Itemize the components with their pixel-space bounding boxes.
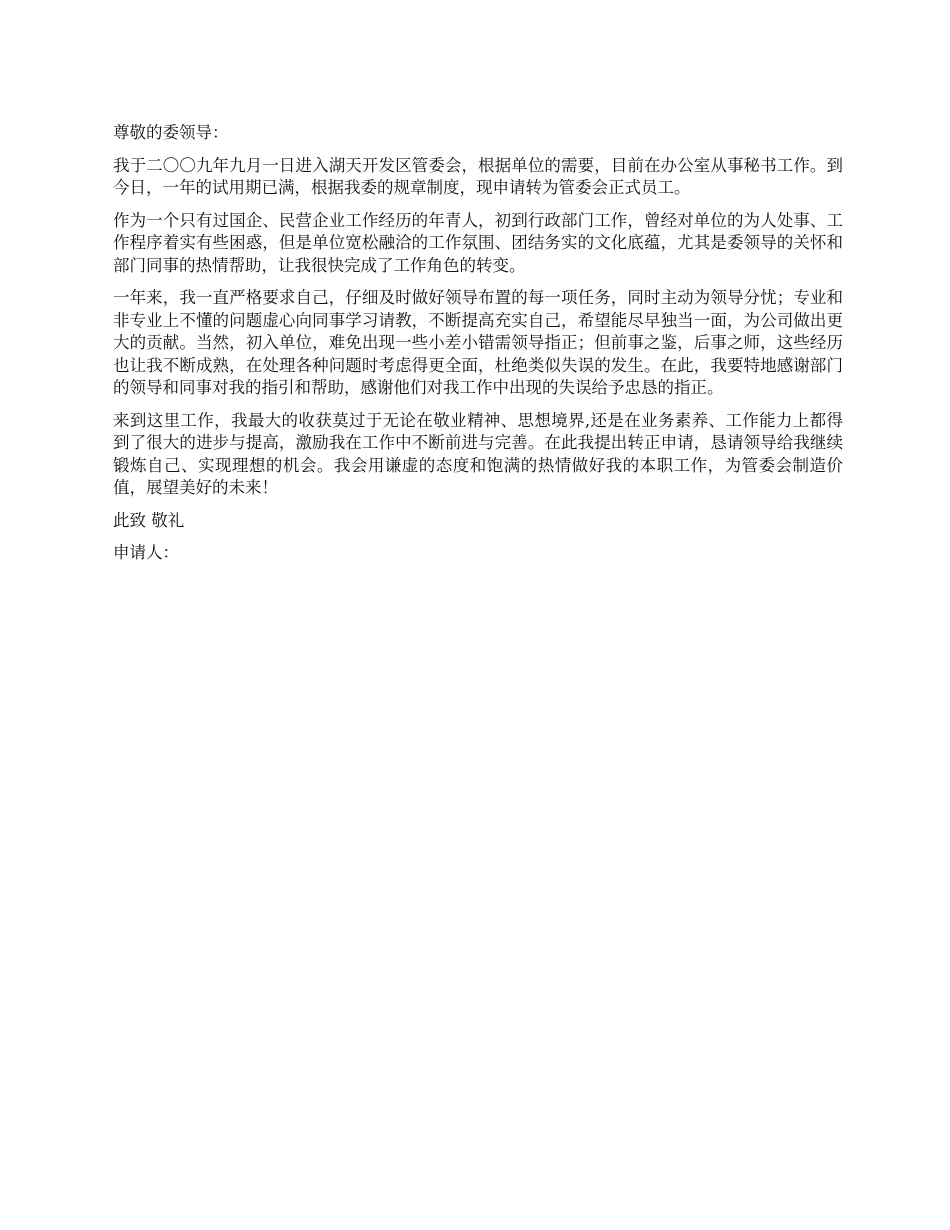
letter-paragraph-2: 作为一个只有过国企、民营企业工作经历的年青人，初到行政部门工作，曾经对单位的为人处事、工作程序着实有些困惑，但是单位宽松融洽的工作氛围、团结务实的文化底蕴，尤其是委领导的关怀和部门同事的热情帮助，让我很快完成了工作角色的转变。 (113, 210, 843, 275)
letter-paragraph-4: 来到这里工作，我最大的收获莫过于无论在敬业精神、思想境界,还是在业务素养、工作能力上都得到了很大的进步与提高，激励我在工作中不断前进与完善。在此我提出转正申请，恳请领导给我继续锻炼自己、实现理想的机会。我会用谦虚的态度和饱满的热情做好我的本职工作，为管委会制造价值，展望美好的未来！ (113, 410, 843, 497)
letter-closing: 此致 敬礼 (113, 510, 185, 530)
letter-paragraph-3: 一年来，我一直严格要求自己，仔细及时做好领导布置的每一项任务，同时主动为领导分忧；专业和非专业上不懂的问题虚心向同事学习请教，不断提高充实自己，希望能尽早独当一面，为公司做出更大的贡献。当然，初入单位，难免出现一些小差小错需领导指正；但前事之鉴，后事之师，这些经历也让我不断成熟，在处理各种问题时考虑得更全面，杜绝类似失误的发生。在此，我要特地感谢部门的领导和同事对我的指引和帮助，感谢他们对我工作中出现的失误给予忠恳的指正。 (113, 288, 843, 397)
letter-document (113, 122, 843, 575)
letter-signature-label: 申请人： (113, 543, 179, 562)
letter-paragraph-1: 我于二〇〇九年九月一日进入湖天开发区管委会，根据单位的需要，目前在办公室从事秘书工作。到今日，一年的试用期已满，根据我委的规章制度，现申请转为管委会正式员工。 (113, 155, 843, 197)
letter-salutation: 尊敬的委领导： (113, 123, 229, 142)
